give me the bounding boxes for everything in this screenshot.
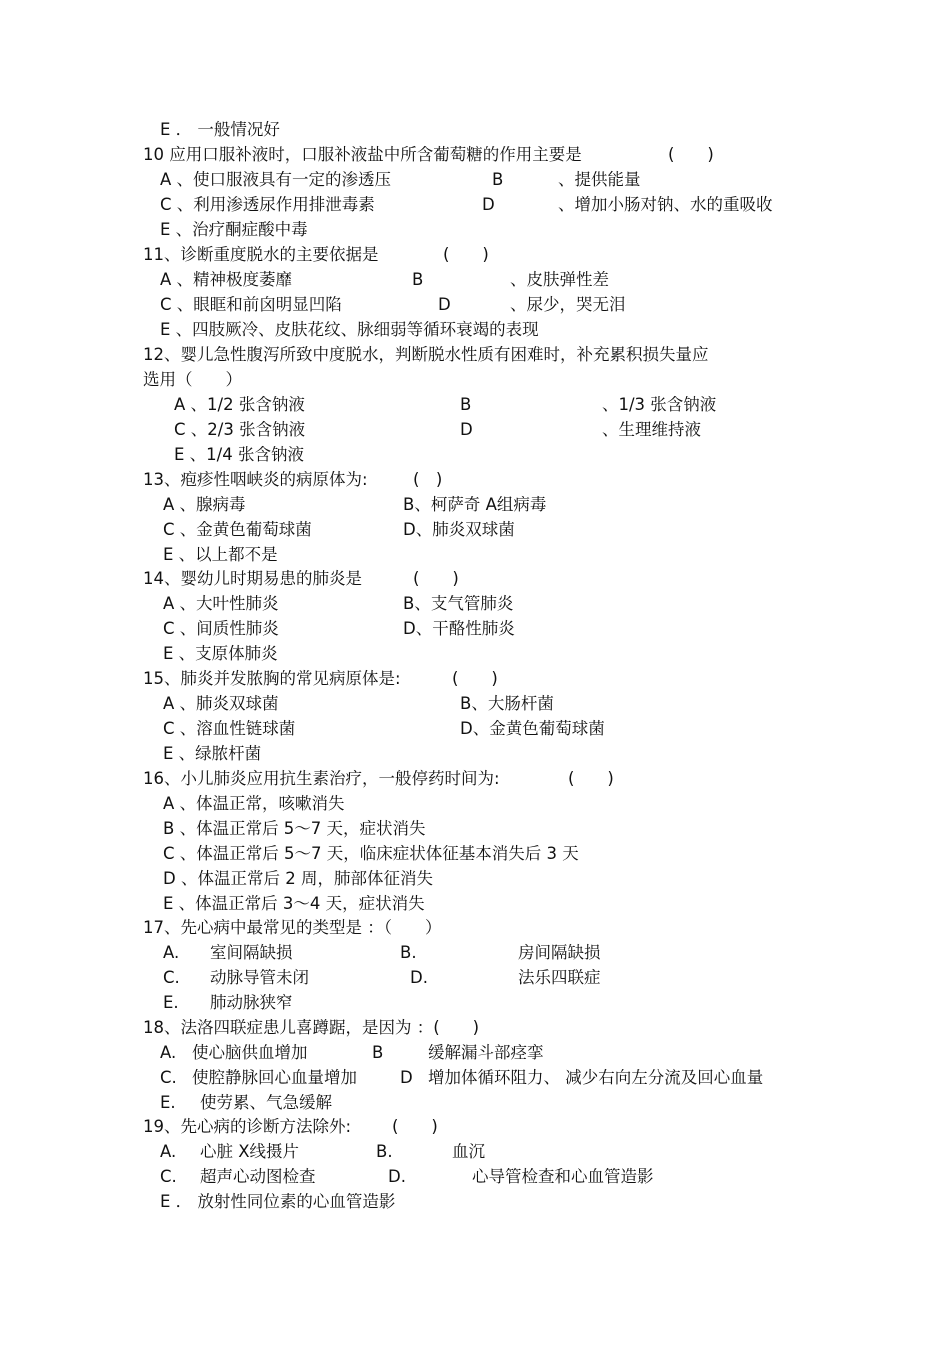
question-text-line: 室间隔缺损 (210, 943, 293, 962)
question-text-line: A 、体温正常，咳嗽消失 (163, 794, 345, 813)
question-text-line: A 、腺病毒 (163, 495, 246, 514)
question-text-line: C 、溶血性链球菌 (163, 719, 296, 738)
question-text-line: 18、法洛四联症患儿喜蹲踞，是因为 ：( ) (143, 1018, 480, 1037)
question-text-line: E ． 放射性同位素的心血管造影 (160, 1192, 396, 1211)
question-text-line: E 、1/4 张含钠液 (174, 445, 304, 464)
question-text-line: 心导管检查和心血管造影 (472, 1167, 654, 1186)
question-text-line: ( ) (413, 470, 443, 489)
question-text-line: 11、诊断重度脱水的主要依据是 (143, 245, 379, 264)
question-text-line: 缓解漏斗部痉挛 (428, 1043, 544, 1062)
question-text-line: D. (388, 1167, 406, 1186)
question-text-line: E 、治疗酮症酸中毒 (160, 220, 308, 239)
question-text-line: E 、以上都不是 (163, 545, 278, 564)
question-text-line: 12、婴儿急性腹泻所致中度脱水，判断脱水性质有困难时，补充累积损失量应 (143, 345, 709, 364)
question-text-line: 19、先心病的诊断方法除外: (143, 1117, 352, 1136)
question-text-line: A. (160, 1043, 177, 1062)
question-text-line: D (460, 420, 473, 439)
question-text-line: 、增加小肠对钠、水的重吸收 (558, 195, 773, 214)
question-text-line: ( ) (568, 769, 614, 788)
question-text-line: 使腔静脉回心血量增加 (192, 1068, 357, 1087)
question-text-line: 房间隔缺损 (518, 943, 601, 962)
question-text-line: A 、肺炎双球菌 (163, 694, 279, 713)
question-text-line: 、皮肤弹性差 (510, 270, 609, 289)
question-text-line: C. (160, 1068, 177, 1087)
question-text-line: B、大肠杆菌 (460, 694, 554, 713)
question-text-line: C 、体温正常后 5～7 天，临床症状体征基本消失后 3 天 (163, 844, 579, 863)
question-text-line: 、1/3 张含钠液 (602, 395, 717, 414)
question-text-line: C. (163, 968, 180, 987)
question-text-line: D (482, 195, 495, 214)
question-text-line: C 、金黄色葡萄球菌 (163, 520, 312, 539)
question-text-line: B、支气管肺炎 (403, 594, 514, 613)
question-text-line: B (372, 1043, 384, 1062)
question-text-line: 心脏 X线摄片 (200, 1142, 300, 1161)
question-text-line: B (492, 170, 504, 189)
question-text-line: 17、先心病中最常见的类型是 ：（ ） (143, 918, 442, 937)
question-text-line: ( ) (392, 1117, 438, 1136)
question-text-line: E ． 一般情况好 (160, 120, 280, 139)
question-text-line: B. (400, 943, 417, 962)
question-text-line: A 、1/2 张含钠液 (174, 395, 305, 414)
question-text-line: D 、体温正常后 2 周，肺部体征消失 (163, 869, 433, 888)
question-text-line: 选用（ ） (143, 370, 242, 389)
question-text-line: B (460, 395, 472, 414)
question-text-line: 、尿少，哭无泪 (510, 295, 626, 314)
question-text-line: D (400, 1068, 413, 1087)
question-text-line: 14、婴幼儿时期易患的肺炎是 (143, 569, 362, 588)
question-text-line: 使心脑供血增加 (192, 1043, 308, 1062)
question-text-line: D、干酪性肺炎 (403, 619, 515, 638)
question-text-line: 、生理维持液 (602, 420, 701, 439)
question-text-line: D、肺炎双球菌 (403, 520, 515, 539)
question-text-line: 使劳累、气急缓解 (200, 1093, 332, 1112)
question-text-line: D (438, 295, 451, 314)
question-text-line: C 、2/3 张含钠液 (174, 420, 306, 439)
question-text-line: ( ) (413, 569, 459, 588)
question-text-line: E. (163, 993, 179, 1012)
question-text-line: A 、使口服液具有一定的渗透压 (160, 170, 392, 189)
question-text-line: ( ) (452, 669, 498, 688)
question-text-line: E. (160, 1093, 176, 1112)
question-text-line: A. (163, 943, 180, 962)
question-text-line: 法乐四联症 (518, 968, 601, 987)
question-text-line: ( ) (668, 145, 714, 164)
question-text-line: C. (160, 1167, 177, 1186)
question-text-line: 血沉 (452, 1142, 485, 1161)
question-text-line: 16、小儿肺炎应用抗生素治疗，一般停药时间为: (143, 769, 500, 788)
question-text-line: 10 应用口服补液时，口服补液盐中所含葡萄糖的作用主要是 (143, 145, 582, 164)
question-text-line: C 、利用渗透尿作用排泄毒素 (160, 195, 375, 214)
question-text-line: A. (160, 1142, 177, 1161)
question-text-line: C 、眼眶和前囟明显凹陷 (160, 295, 342, 314)
question-text-line: B. (376, 1142, 393, 1161)
question-text-line: E 、绿脓杆菌 (163, 744, 262, 763)
question-text-line: 超声心动图检查 (200, 1167, 316, 1186)
question-text-line: B (412, 270, 424, 289)
question-text-line: D. (410, 968, 428, 987)
question-text-line: 增加体循环阻力、 减少右向左分流及回心血量 (428, 1068, 764, 1087)
question-text-line: 动脉导管未闭 (210, 968, 309, 987)
question-text-line: A 、大叶性肺炎 (163, 594, 279, 613)
question-text-line: 13、疱疹性咽峡炎的病原体为: (143, 470, 368, 489)
question-text-line: B 、体温正常后 5～7 天，症状消失 (163, 819, 426, 838)
question-text-line: B、柯萨奇 A组病毒 (403, 495, 547, 514)
question-text-line: 肺动脉狭窄 (210, 993, 293, 1012)
question-text-line: C 、间质性肺炎 (163, 619, 279, 638)
question-text-line: D、金黄色葡萄球菌 (460, 719, 605, 738)
question-text-line: E 、支原体肺炎 (163, 644, 278, 663)
question-text-line: A 、精神极度萎靡 (160, 270, 293, 289)
question-text-line: 15、肺炎并发脓胸的常见病原体是: (143, 669, 401, 688)
question-text-line: E 、体温正常后 3～4 天，症状消失 (163, 894, 425, 913)
question-text-line: ( ) (443, 245, 489, 264)
question-text-line: E 、四肢厥冷、皮肤花纹、脉细弱等循环衰竭的表现 (160, 320, 539, 339)
question-text-line: 、提供能量 (558, 170, 641, 189)
